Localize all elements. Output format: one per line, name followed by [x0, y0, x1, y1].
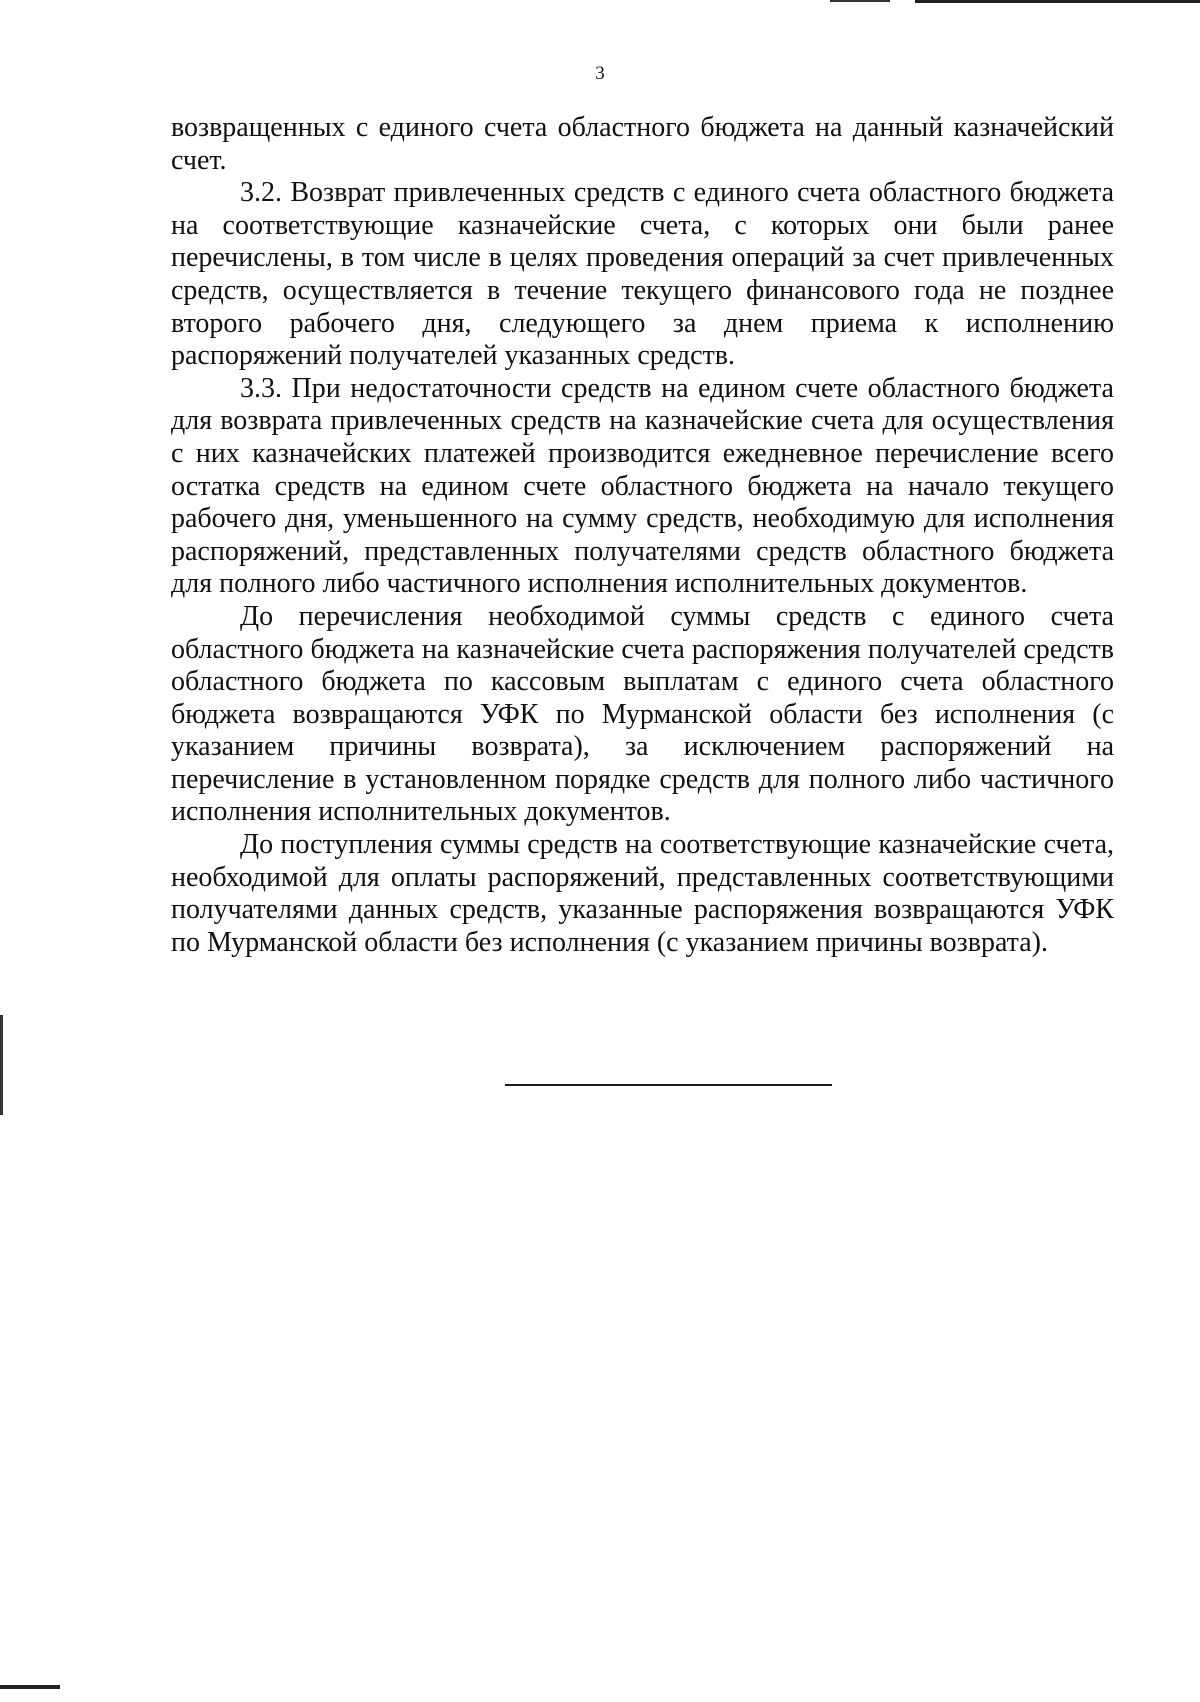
paragraph-receipt-rule: До поступления суммы средств на соответствующие казначейские счета, необходимой для оплаты распоряжений, представленных соответствующими получателями данных средств, указанные распоряжения возвращаются УФК по Мурманской области без исполнения (с указанием причины возврата). — [171, 829, 1114, 958]
paragraph-3-2: 3.2. Возврат привлеченных средств с единого счета областного бюджета на соответствующие казначейские счета, с которых они были ранее перечислены, в том числе в целях проведения операций за счет привлеченных средств, осуществляется в течение текущего финансового года не позднее второго рабочего дня, следующего за днем приема к исполнению распоряжений получателей указанных средств. — [171, 177, 1114, 372]
scan-artifact-bottom-mark — [0, 1685, 60, 1689]
end-of-document-rule — [505, 1084, 832, 1086]
paragraph-transfer-rule: До перечисления необходимой суммы средств с единого счета областного бюджета на казначейские счета распоряжения получателей средств областного бюджета по кассовым выплатам с единого счета областного бюджета возвращаются УФК по Мурманской области без исполнения (с указанием причины возврата), за исключением распоряжений на перечисление в установленном порядке средств для полного либо частичного исполнения исполнительных документов. — [171, 600, 1114, 828]
scan-artifact-left-mark — [0, 1015, 3, 1115]
paragraph-continuation: возвращенных с единого счета областного бюджета на данный казначейский счет. — [171, 112, 1114, 176]
paragraph-3-3: 3.3. При недостаточности средств на едином счете областного бюджета для возврата привлеченных средств на казначейские счета для осуществления с них казначейских платежей производится ежедневное перечисление всего остатка средств на едином счете областного бюджета на начало текущего рабочего дня, уменьшенного на сумму средств, необходимую для исполнения распоряжений, представленных получателями средств областного бюджета для полного либо частичного исполнения исполнительных документов. — [171, 372, 1114, 600]
document-body — [171, 112, 1114, 959]
page-number: 3 — [595, 63, 605, 84]
scan-artifact-top-dash — [830, 0, 890, 2]
scan-artifact-top-rule — [915, 0, 1200, 3]
